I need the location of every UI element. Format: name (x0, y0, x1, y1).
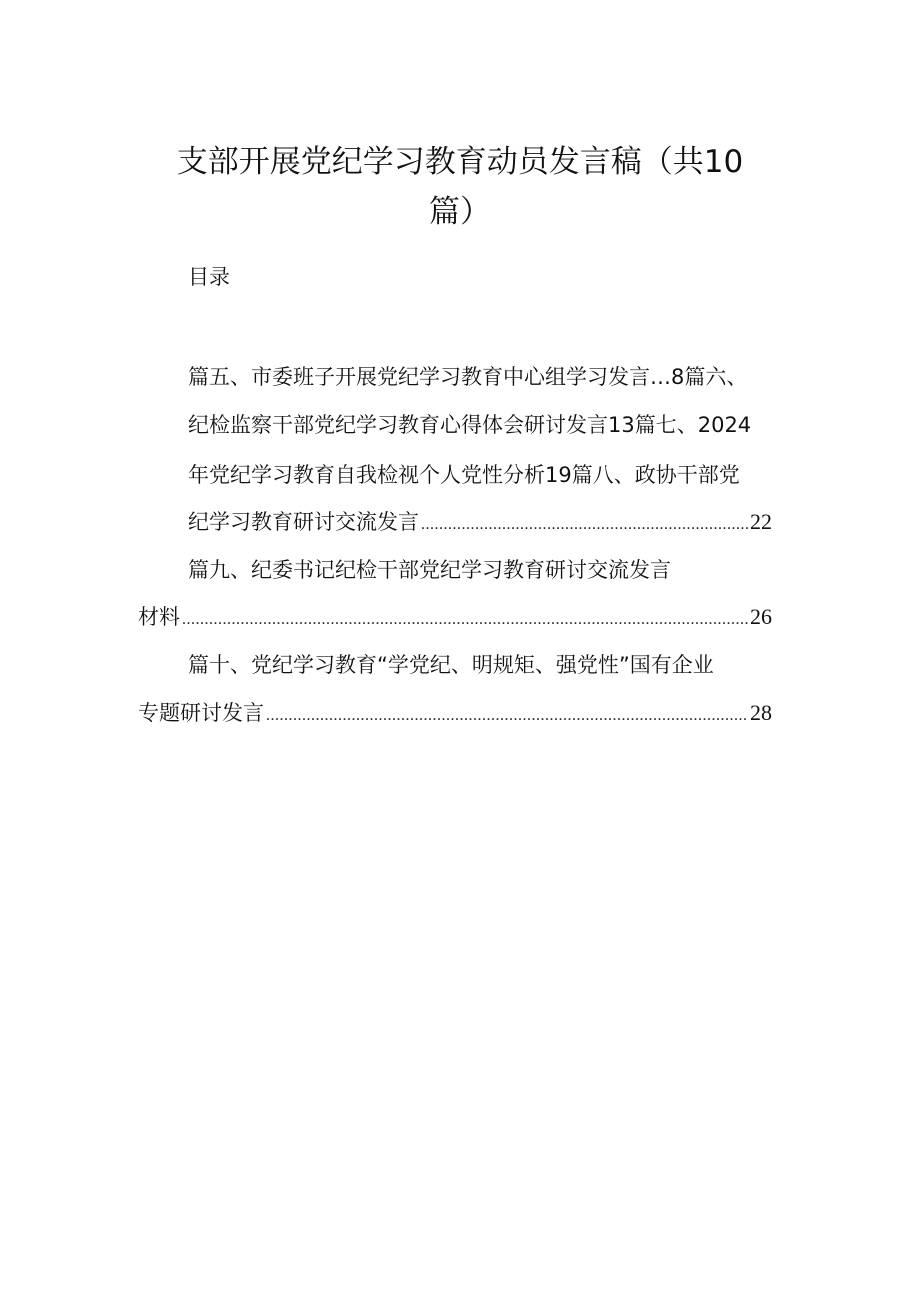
toc-heading: 目录 (188, 265, 230, 289)
dot-leader (266, 701, 748, 731)
toc-entry-title: 材料 (138, 605, 180, 629)
document-title-line-2: 篇） (429, 194, 491, 230)
document-title-line-1: 支部开展党纪学习教育动员发言稿（共10 (176, 144, 744, 180)
toc-page-number: 28 (750, 700, 772, 725)
toc-entry-title: 专题研讨发言 (138, 701, 264, 725)
dot-leader (182, 605, 748, 635)
dot-leader (421, 510, 748, 540)
toc-line-5[interactable]: 篇九、纪委书记纪检干部党纪学习教育研讨交流发言 (188, 558, 671, 582)
toc-line-7[interactable]: 篇十、党纪学习教育“学党纪、明规矩、强党性”国有企业 (188, 653, 714, 677)
toc-page-number: 26 (750, 604, 772, 629)
toc-page-number: 22 (750, 509, 772, 534)
toc-line-1[interactable]: 篇五、市委班子开展党纪学习教育中心组学习发言…8篇六、 (188, 365, 748, 389)
toc-entry-9[interactable] (138, 602, 772, 635)
toc-entry-10[interactable] (138, 698, 772, 731)
toc-line-2[interactable]: 纪检监察干部党纪学习教育心得体会研讨发言13篇七、2024 (188, 413, 752, 437)
toc-line-3[interactable]: 年党纪学习教育自我检视个人党性分析19篇八、政协干部党 (188, 463, 740, 487)
toc-entry-8[interactable] (188, 507, 772, 540)
toc-entry-title: 纪学习教育研讨交流发言 (188, 510, 419, 534)
